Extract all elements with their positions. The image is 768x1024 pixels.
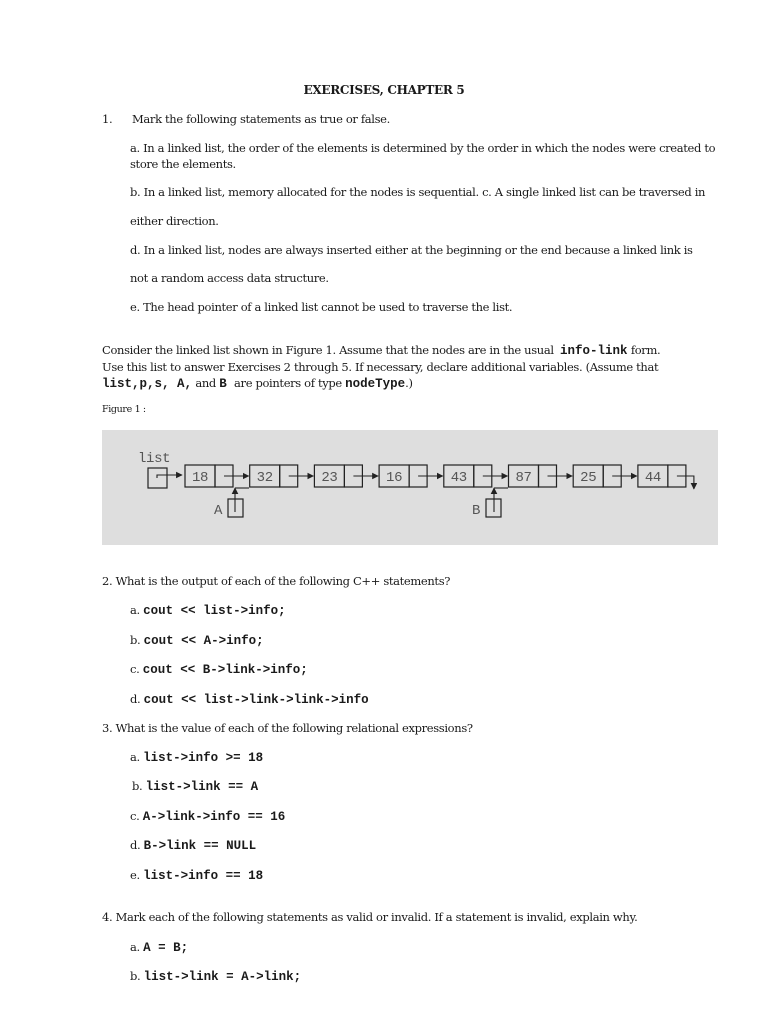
- q3-item-a-code: list->info >= 18: [143, 751, 264, 765]
- q2-item-a: [130, 603, 286, 618]
- q2-item-d-letter: d.: [130, 692, 141, 706]
- q2-item-c-code: cout << B->link->info;: [142, 663, 308, 677]
- q2-item-b: [130, 633, 264, 648]
- intro-line3-end: .): [405, 376, 413, 390]
- q3-item-e: [130, 868, 263, 883]
- q2-prompt: 2. What is the output of each of the following C++ statements?: [102, 574, 451, 588]
- q1-item-a-line1: a. In a linked list, the order of the elements is determined by the order in which the nodes were created to: [130, 141, 716, 155]
- q4-item-b-letter: b.: [130, 969, 141, 983]
- pointer-b-label: B: [472, 503, 481, 519]
- q2-item-d-code: cout << list->link->link->info: [143, 693, 369, 707]
- intro-line3-code-vars: list,p,s, A,: [102, 377, 193, 391]
- q1-item-c-cont: either direction.: [130, 214, 219, 228]
- q3-item-e-letter: e.: [130, 868, 140, 882]
- q1-item-a-line2: store the elements.: [130, 157, 236, 171]
- q3-item-a-letter: a.: [130, 750, 140, 764]
- list-node: [573, 465, 637, 487]
- node-value: 32: [256, 470, 273, 486]
- q4-item-a-code: A = B;: [143, 941, 189, 955]
- node-value: 43: [450, 470, 467, 486]
- intro-line1-code: info-link: [560, 344, 628, 358]
- q2-item-b-code: cout << A->info;: [143, 634, 264, 648]
- q2-item-b-letter: b.: [130, 633, 141, 647]
- pointer-a-label: A: [214, 503, 223, 519]
- q4-item-a-letter: a.: [130, 940, 140, 954]
- list-node: [185, 465, 249, 487]
- q3-prompt: 3. What is the value of each of the following relational expressions?: [102, 721, 473, 735]
- q3-item-c: [130, 809, 285, 824]
- intro-line3-and: and: [195, 376, 216, 390]
- page-title: EXERCISES, CHAPTER 5: [303, 83, 465, 97]
- list-node: [638, 465, 694, 489]
- intro-line1: [102, 343, 660, 358]
- list-node: [509, 465, 573, 487]
- head-pointer-label: list: [138, 451, 171, 467]
- q1-item-b-line: b. In a linked list, memory allocated for the nodes is sequential. c. A single linked list can be traversed in: [130, 185, 706, 199]
- q3-item-c-letter: c.: [130, 809, 140, 823]
- q3-item-b: [132, 779, 258, 794]
- intro-line1-text: Consider the linked list shown in Figure 1. Assume that the nodes are in the usual: [102, 343, 554, 357]
- q1-item-e-line: e. The head pointer of a linked list cannot be used to traverse the list.: [130, 300, 513, 314]
- q3-item-e-code: list->info == 18: [143, 869, 264, 883]
- q2-item-a-letter: a.: [130, 603, 140, 617]
- q1-number: 1.: [102, 112, 113, 126]
- q1-item-d-line1: d. In a linked list, nodes are always inserted either at the beginning or the end because a linked link is: [130, 243, 693, 257]
- intro-line3-code-b: B: [219, 377, 227, 391]
- node-value: 16: [386, 470, 403, 486]
- q2-item-a-code: cout << list->info;: [143, 604, 286, 618]
- q1-prompt: Mark the following statements as true or false.: [132, 112, 390, 126]
- linked-list-diagram: [102, 430, 718, 545]
- intro-line2: Use this list to answer Exercises 2 through 5. If necessary, declare additional variables. (Assume that: [102, 360, 659, 374]
- q3-item-d-letter: d.: [130, 838, 141, 852]
- node-value: 25: [580, 470, 597, 486]
- list-node: [444, 465, 508, 487]
- q4-item-b: [130, 969, 301, 984]
- intro-line3-text: are pointers of type: [234, 376, 342, 390]
- q3-item-b-code: list->link == A: [145, 780, 259, 794]
- intro-line1-end: form.: [630, 343, 661, 357]
- q2-item-d: [130, 692, 369, 707]
- q3-item-d: [130, 838, 256, 853]
- q2-item-c-letter: c.: [130, 662, 140, 676]
- q3-item-b-letter: b.: [132, 779, 143, 793]
- list-node: [379, 465, 443, 487]
- node-value: 87: [515, 470, 532, 486]
- head-pointer-arrow: [157, 475, 182, 478]
- node-value: 18: [191, 470, 209, 486]
- q3-item-c-code: A->link->info == 16: [142, 810, 286, 824]
- linked-list-figure: [102, 430, 718, 545]
- figure-caption: Figure 1 :: [102, 404, 146, 415]
- q1-item-d-line2: not a random access data structure.: [130, 271, 329, 285]
- q3-item-d-code: B->link == NULL: [143, 839, 257, 853]
- list-node: [314, 465, 378, 487]
- list-node: [250, 465, 314, 487]
- q4-item-a: [130, 940, 188, 955]
- node-list: [185, 465, 694, 489]
- intro-line3-code-type: nodeType: [345, 377, 406, 391]
- node-value: 44: [644, 470, 661, 486]
- node-value: 23: [321, 470, 338, 486]
- q3-item-a: [130, 750, 263, 765]
- q4-prompt: 4. Mark each of the following statements as valid or invalid. If a statement is invalid, explain why.: [102, 910, 638, 924]
- q4-item-b-code: list->link = A->link;: [143, 970, 302, 984]
- intro-line3: [102, 376, 413, 391]
- q2-item-c: [130, 662, 308, 677]
